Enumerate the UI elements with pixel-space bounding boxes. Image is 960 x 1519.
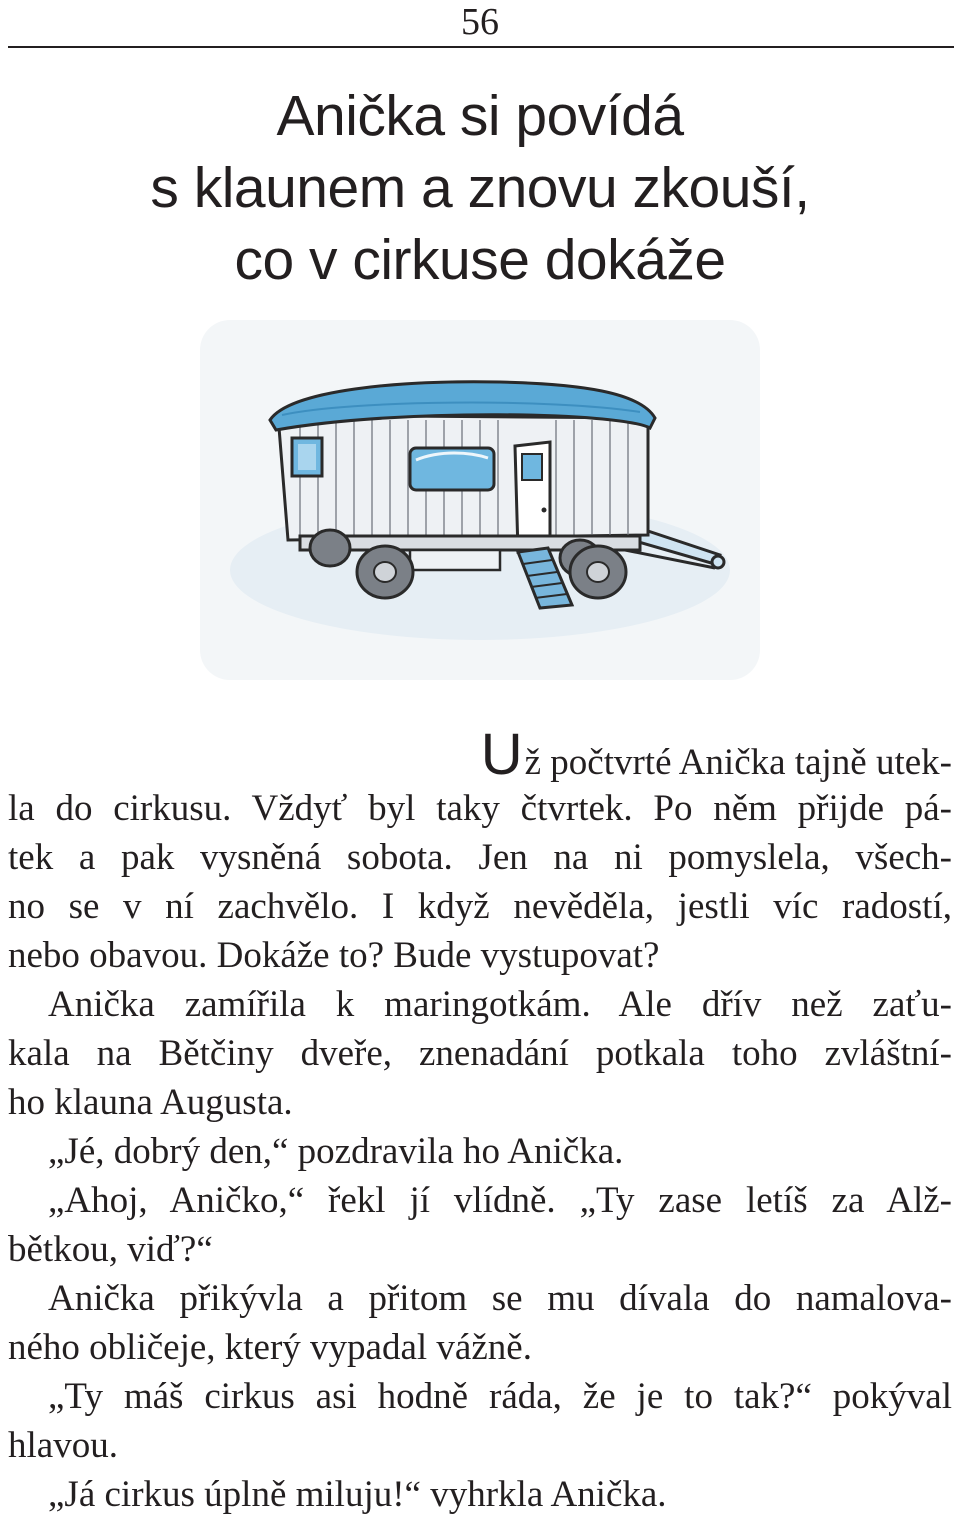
text-line: ho klauna Augusta. <box>8 1082 293 1123</box>
chapter-title-line: s klaunem a znovu zkouší, <box>150 156 810 220</box>
text-line: no se v ní zachvělo. I když nevěděla, jestli víc radostí, <box>8 886 952 927</box>
chapter-title-line: co v cirkuse dokáže <box>234 228 726 292</box>
text-line: „Ty máš cirkus asi hodně ráda, že je to tak?“ pokýval <box>48 1376 952 1417</box>
chapter-title-line: Anička si povídá <box>276 84 684 148</box>
text-line: nebo obavou. Dokáže to? Bude vystupovat? <box>8 935 660 976</box>
header-rule <box>8 46 954 48</box>
text-line: ného obličeje, který vypadal vážně. <box>8 1327 532 1368</box>
text-line: Anička přikývla a přitom se mu dívala do namalova- <box>48 1278 952 1319</box>
circus-caravan-illustration <box>200 320 760 680</box>
story-text <box>8 722 952 1519</box>
text-line: „Já cirkus úplně miluju!“ vyhrkla Anička. <box>48 1474 667 1515</box>
text-line: „Ahoj, Aničko,“ řekl jí vlídně. „Ty zase letíš za Alž- <box>48 1180 952 1221</box>
text-line: hlavou. <box>8 1425 118 1466</box>
text-line: la do cirkusu. Vždyť byl taky čtvrtek. Po něm přijde pá- <box>8 788 952 829</box>
text-line: tek a pak vysněná sobota. Jen na ni pomyslela, všech- <box>8 837 952 878</box>
text-line: bětkou, viď?“ <box>8 1229 213 1270</box>
chapter-title <box>0 80 960 296</box>
text-line: „Jé, dobrý den,“ pozdravila ho Anička. <box>48 1131 624 1172</box>
drop-cap: U <box>480 722 523 787</box>
text-line <box>8 722 952 787</box>
text-line: kala na Bětčiny dveře, znenadání potkala toho zvláštní- <box>8 1033 952 1074</box>
text-line-rest: ž počtvrté Anička tajně utek- <box>524 742 952 783</box>
circus-caravan-icon <box>200 320 760 680</box>
page-number: 56 <box>461 1 499 43</box>
text-line: Anička zamířila k maringotkám. Ale dřív než zaťu- <box>48 984 952 1025</box>
